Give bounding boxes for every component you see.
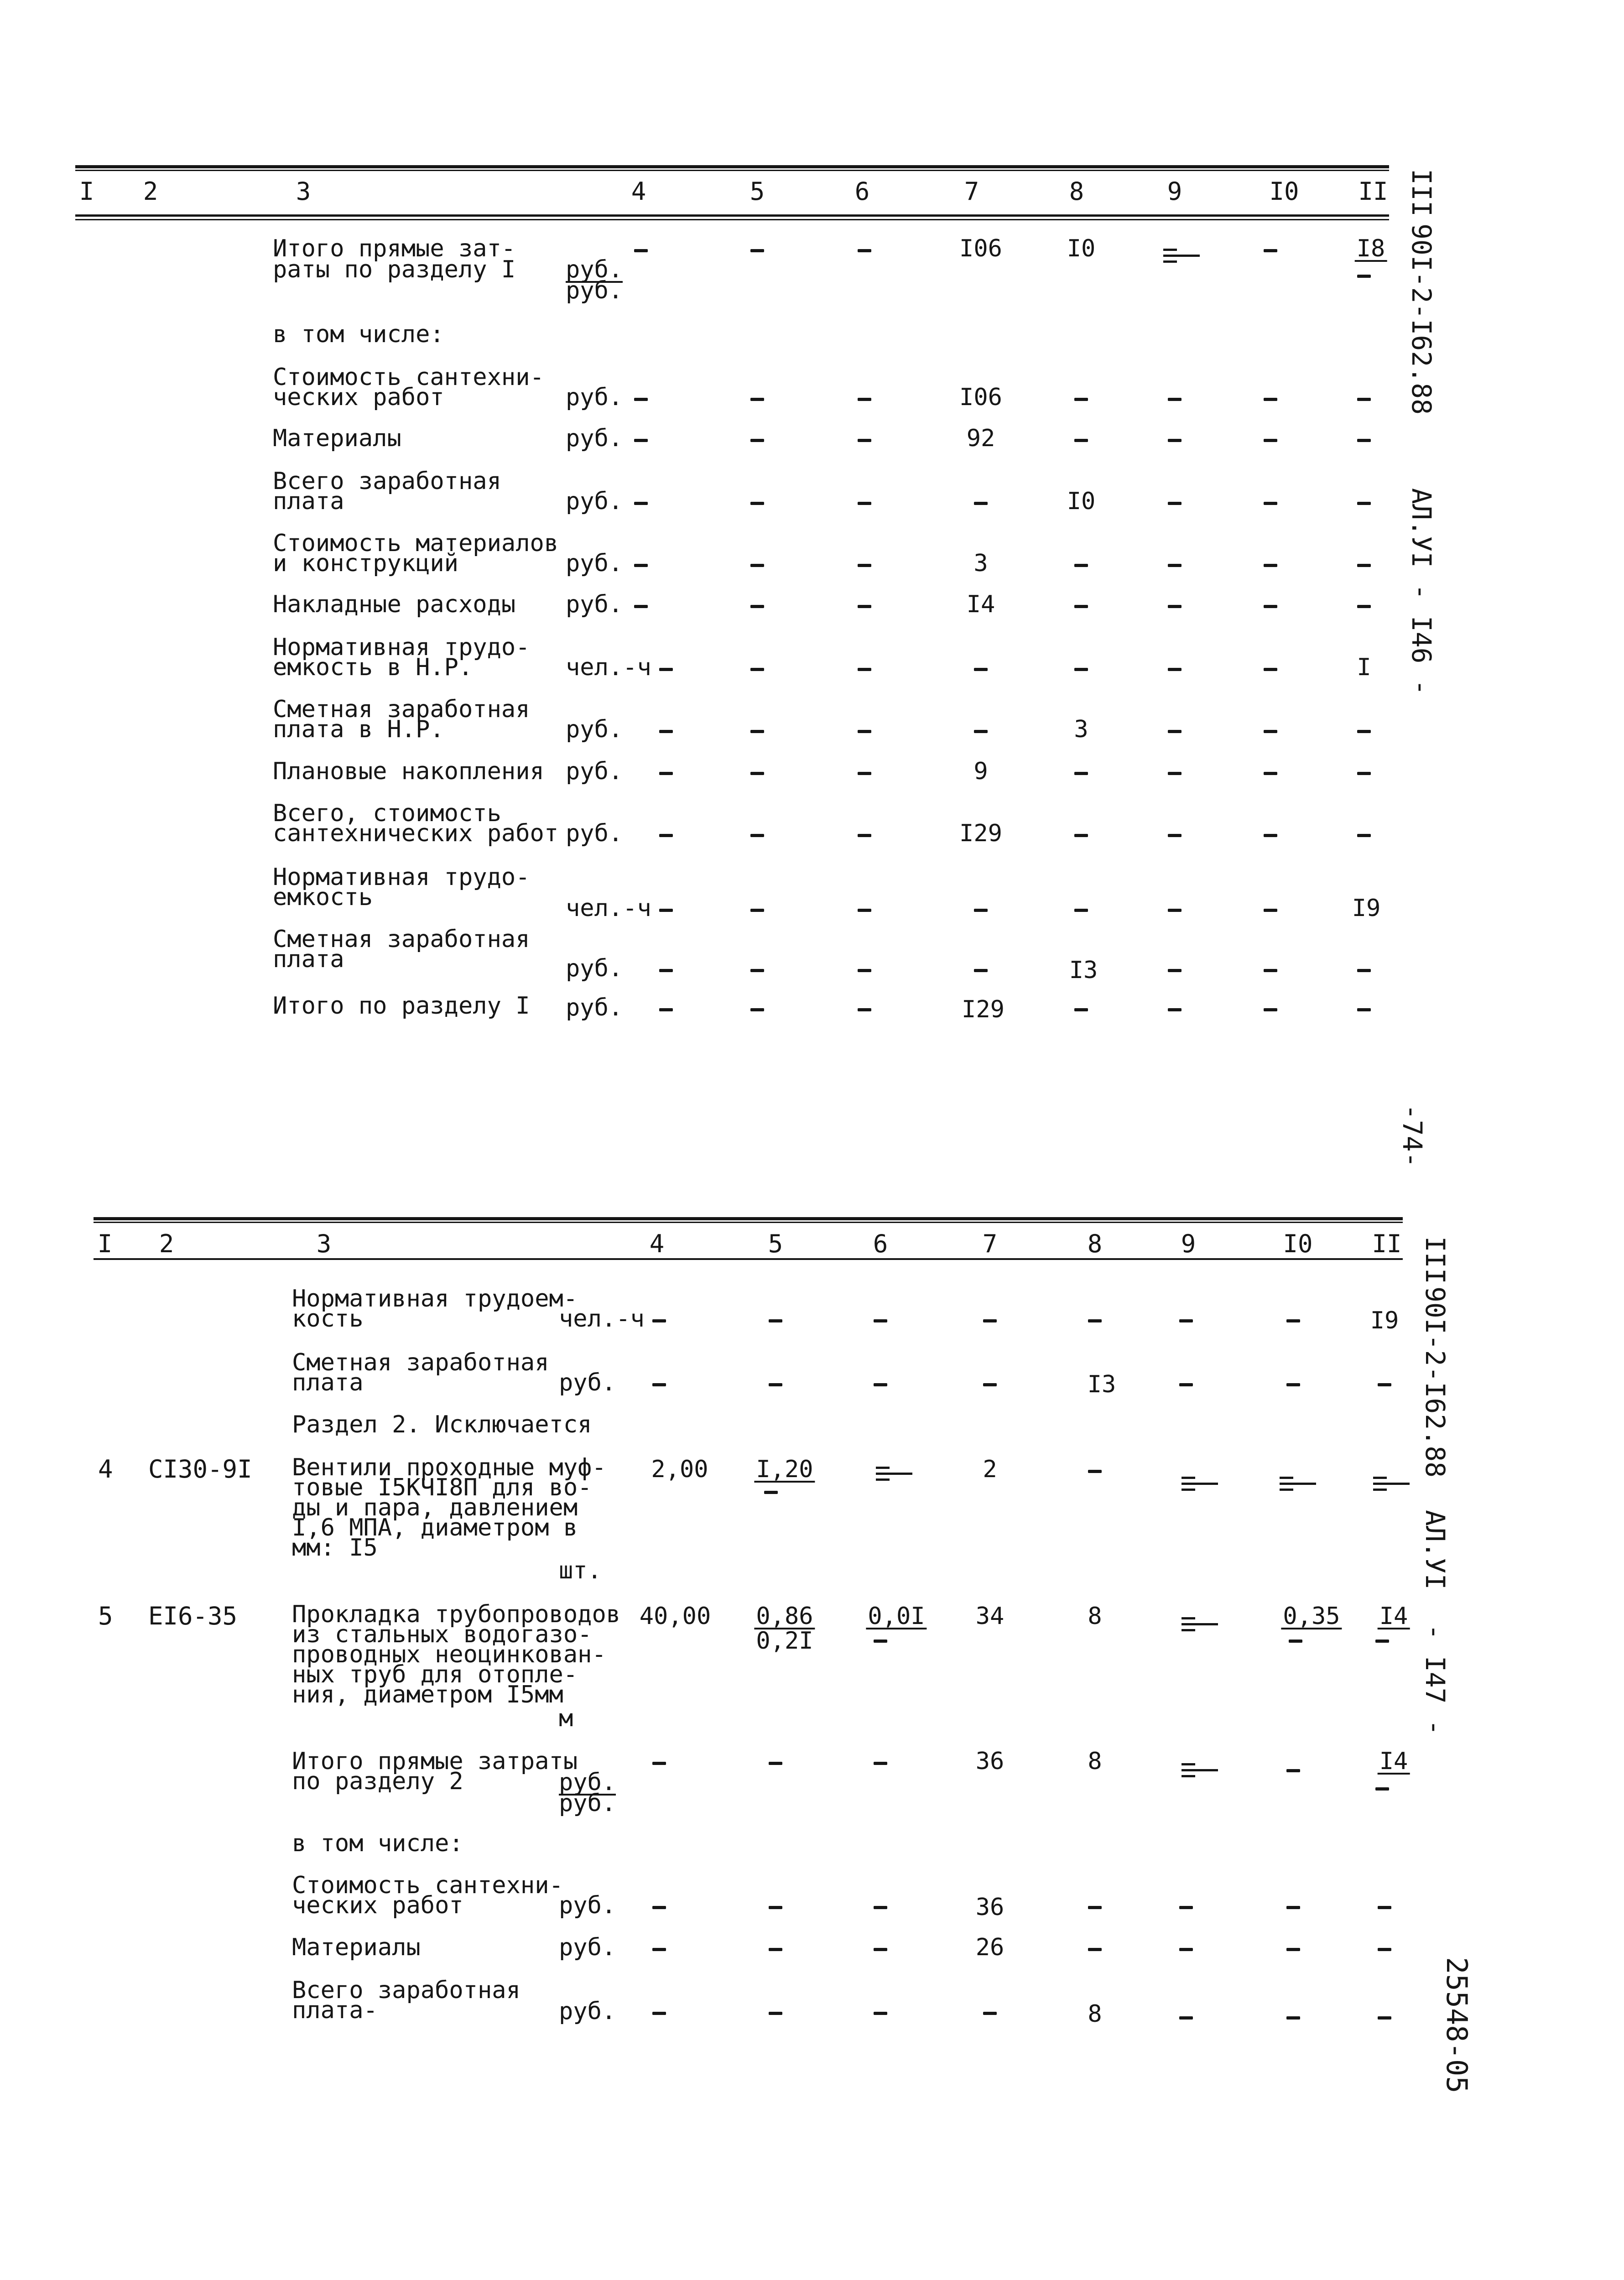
row-label: из стальных водогазо- xyxy=(292,1621,592,1648)
column-header-9: 9 xyxy=(1181,1229,1196,1258)
row-label: Прокладка трубопроводов xyxy=(292,1601,621,1628)
column-header-10: I0 xyxy=(1283,1229,1313,1258)
unit-label: руб. xyxy=(566,550,623,577)
cell-value: I06 xyxy=(959,235,1002,262)
row-label: Всего заработная xyxy=(273,468,501,495)
upper-header-rule-thin xyxy=(75,219,1389,220)
cell-value: 40,00 xyxy=(639,1603,711,1630)
upper-top-rule xyxy=(75,165,1389,168)
side-project-code: 90I-2-I62.88 xyxy=(1420,1286,1451,1478)
cell-value: I,20 xyxy=(754,1458,815,1483)
row-label: кость xyxy=(292,1305,364,1333)
cell-value: 26 xyxy=(975,1934,1005,1961)
column-header-7: 7 xyxy=(964,177,979,206)
unit-label: руб. xyxy=(566,716,623,743)
cell-value: I9 xyxy=(1370,1307,1399,1334)
row-label: Материалы xyxy=(292,1934,421,1961)
row-label: Материалы xyxy=(273,425,401,452)
row-label: емкость в Н.Р. xyxy=(273,654,473,681)
price-code: СI30-9I xyxy=(148,1455,252,1484)
cell-value: 34 xyxy=(975,1603,1005,1630)
cell-value: 9 xyxy=(973,758,988,785)
row-label: плата в Н.Р. xyxy=(273,716,444,743)
column-header-5: 5 xyxy=(750,177,765,206)
row-label: плата xyxy=(273,946,344,973)
fraction-dash xyxy=(1179,1761,1220,1779)
unit-label: руб. xyxy=(566,758,623,785)
column-header-7: 7 xyxy=(982,1229,998,1258)
cell-value: 0,86 xyxy=(754,1605,815,1629)
fraction-dash xyxy=(1179,1615,1220,1633)
lower-header-rule xyxy=(94,1258,1403,1260)
section-subheader: в том числе: xyxy=(273,321,444,348)
row-label: Плановые накопления xyxy=(273,758,544,785)
section-subheader: в том числе: xyxy=(292,1830,463,1857)
row-label: Вентили проходные муф- xyxy=(292,1454,606,1481)
column-header-11: II xyxy=(1358,177,1388,206)
unit-label: руб. xyxy=(566,591,623,618)
row-label: ческих работ xyxy=(273,384,444,411)
row-label: Нормативная трудо- xyxy=(273,864,530,891)
row-number: 4 xyxy=(98,1455,113,1484)
cell-value: I0 xyxy=(1067,488,1096,515)
unit-label: руб. xyxy=(566,994,623,1021)
fraction-dash xyxy=(1371,1474,1412,1493)
side-column-mark: III xyxy=(1420,1236,1451,1284)
unit-label: руб. xyxy=(566,384,623,411)
cell-value: 3 xyxy=(973,550,988,577)
row-label: Нормативная трудо- xyxy=(273,634,530,661)
column-header-1: I xyxy=(97,1229,113,1258)
cell-value: I4 xyxy=(1378,1605,1410,1629)
row-label: Итого прямые затраты xyxy=(292,1748,578,1775)
column-header-4: 4 xyxy=(631,177,646,206)
unit-label: руб. xyxy=(559,1998,616,2025)
row-label: Итого по разделу I xyxy=(273,992,530,1020)
column-header-4: 4 xyxy=(649,1229,665,1258)
column-header-11: II xyxy=(1372,1229,1402,1258)
cell-value: I06 xyxy=(959,384,1002,411)
row-label: проводных неоцинкован- xyxy=(292,1641,606,1668)
row-label: товые I5КЧI8П для во- xyxy=(292,1474,592,1501)
cell-value: 0,35 xyxy=(1281,1605,1342,1629)
unit-label: руб. xyxy=(559,1790,616,1817)
unit-label: руб. xyxy=(566,488,623,515)
column-header-3: 3 xyxy=(296,177,311,206)
upper-top-rule-thin xyxy=(75,170,1389,171)
cell-value: I3 xyxy=(1069,957,1098,984)
column-header-2: 2 xyxy=(159,1229,174,1258)
row-number: 5 xyxy=(98,1602,113,1630)
unit-label: руб. xyxy=(566,256,623,283)
cell-value: I xyxy=(1357,654,1371,681)
cell-value: 2 xyxy=(983,1456,997,1483)
cell-value: 2,00 xyxy=(651,1456,708,1483)
row-label: Сметная заработная xyxy=(292,1349,549,1376)
unit-label: чел.-ч xyxy=(566,654,651,681)
unit-label: руб. xyxy=(559,1769,616,1796)
column-header-3: 3 xyxy=(316,1229,332,1258)
fraction-dash xyxy=(1179,1474,1220,1493)
cell-value: 92 xyxy=(966,425,995,452)
row-label: ды и пара, давлением xyxy=(292,1494,578,1521)
row-label: Стоимость материалов xyxy=(273,530,559,557)
row-label: Нормативная трудоем- xyxy=(292,1285,578,1312)
row-label: емкость xyxy=(273,884,373,911)
cell-value: 8 xyxy=(1088,2000,1102,2028)
cell-value: 8 xyxy=(1088,1748,1102,1775)
cell-value: 36 xyxy=(975,1894,1005,1921)
column-header-9: 9 xyxy=(1167,177,1182,206)
row-label: плата- xyxy=(292,1997,378,2024)
cell-value: 36 xyxy=(975,1748,1005,1775)
lower-top-rule xyxy=(94,1217,1403,1220)
upper-header-rule xyxy=(75,214,1389,217)
fraction-dash xyxy=(1277,1474,1318,1493)
cell-value: I3 xyxy=(1087,1371,1116,1398)
column-header-5: 5 xyxy=(768,1229,783,1258)
fraction-dash xyxy=(1161,246,1202,265)
row-label: по разделу 2 xyxy=(292,1768,463,1795)
column-header-10: I0 xyxy=(1269,177,1299,206)
unit-label: руб. xyxy=(559,1892,616,1919)
side-page-number: - I46 - xyxy=(1406,584,1437,696)
row-label: Всего заработная xyxy=(292,1977,521,2004)
column-header-2: 2 xyxy=(143,177,158,206)
cell-value: I4 xyxy=(966,591,995,618)
row-label: мм: I5 xyxy=(292,1534,378,1562)
unit-label: руб. xyxy=(566,425,623,452)
row-label: ческих работ xyxy=(292,1892,463,1919)
unit-label: руб. xyxy=(566,955,623,982)
unit-label: руб. xyxy=(559,1934,616,1961)
column-header-8: 8 xyxy=(1087,1229,1103,1258)
cell-value: 0,2I xyxy=(756,1627,813,1655)
row-label: Сметная заработная xyxy=(273,926,530,953)
unit-label: шт. xyxy=(559,1557,602,1584)
unit-label: м xyxy=(559,1705,573,1732)
unit-label: руб. xyxy=(566,820,623,847)
lower-top-rule-thin xyxy=(94,1222,1403,1223)
column-header-6: 6 xyxy=(854,177,870,206)
cell-value: I29 xyxy=(959,820,1002,847)
side-page-number: - I47 - xyxy=(1420,1624,1451,1736)
row-label: ных труб для отопле- xyxy=(292,1661,578,1688)
side-album-label: АЛ.УI xyxy=(1406,488,1437,568)
row-label: Всего, стоимость xyxy=(273,800,501,827)
column-header-1: I xyxy=(79,177,94,206)
row-label: ния, диаметром I5мм xyxy=(292,1681,563,1708)
cell-value: I4 xyxy=(1378,1750,1410,1775)
column-header-6: 6 xyxy=(873,1229,888,1258)
cell-value: I0 xyxy=(1067,235,1096,262)
row-label: и конструкций xyxy=(273,550,458,577)
side-album-label: АЛ.УI xyxy=(1420,1510,1451,1590)
document-number: 25548-05 xyxy=(1440,1957,1473,2093)
column-header-8: 8 xyxy=(1069,177,1084,206)
row-label: I,6 МПА, диаметром в xyxy=(292,1514,578,1541)
row-label: Стоимость сантехни- xyxy=(292,1872,563,1899)
row-label: сантехнических работ xyxy=(273,820,559,847)
cell-value: I29 xyxy=(962,996,1005,1023)
row-label: плата xyxy=(273,488,344,515)
side-column-mark: III xyxy=(1406,169,1437,217)
price-code: ЕI6-35 xyxy=(148,1602,238,1630)
center-page-number: -74- xyxy=(1397,1104,1428,1168)
row-label: плата xyxy=(292,1369,364,1396)
cell-value: 0,0I xyxy=(866,1605,927,1629)
section-header: Раздел 2. Исключается xyxy=(292,1411,592,1438)
cell-value: 3 xyxy=(1074,716,1088,743)
unit-label: руб. xyxy=(566,277,623,304)
side-project-code: 90I-2-I62.88 xyxy=(1406,224,1437,415)
row-label: Сметная заработная xyxy=(273,696,530,723)
cell-value: I8 xyxy=(1355,237,1387,262)
unit-label: чел.-ч xyxy=(559,1305,645,1333)
fraction-dash xyxy=(874,1464,915,1483)
row-label: Накладные расходы xyxy=(273,591,516,618)
row-label: Итого прямые зат- xyxy=(273,235,516,262)
unit-label: руб. xyxy=(559,1369,616,1396)
row-label: раты по разделу I xyxy=(273,256,516,283)
cell-value: I9 xyxy=(1352,895,1381,922)
row-label: Стоимость сантехни- xyxy=(273,364,544,391)
unit-label: чел.-ч xyxy=(566,895,651,922)
cell-value: 8 xyxy=(1088,1603,1102,1630)
